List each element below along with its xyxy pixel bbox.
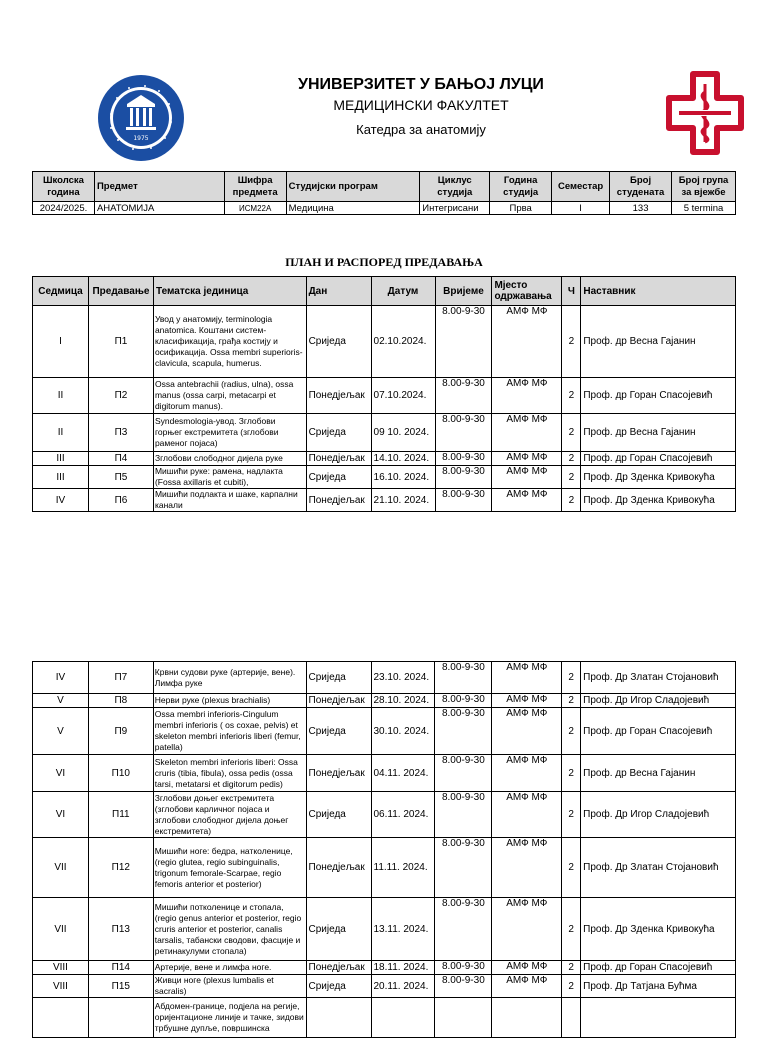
schedule-row — [33, 414, 736, 452]
course-info-table — [32, 171, 736, 215]
time-cell: 8.00-9-30 — [435, 838, 492, 898]
topic-cell: Зглобови доњег екстремитета (зглобови карличног појаса и зглобови слободног дијела доњег екстремитета) — [153, 792, 306, 838]
schedule-header-row — [33, 277, 736, 306]
schedule-header-cell: Ч — [562, 277, 581, 306]
lecture-cell: П4 — [88, 452, 153, 466]
hours-cell: 2 — [562, 755, 581, 792]
lecture-cell: П6 — [88, 489, 153, 512]
topic-cell: Живци ноге (plexus lumbalis et sacralis) — [153, 975, 306, 998]
date-cell: 04.11. 2024. — [371, 755, 435, 792]
plan-title: ПЛАН И РАСПОРЕД ПРЕДАВАЊА — [285, 255, 483, 269]
day-cell: Понедјељак — [306, 694, 371, 708]
week-cell: VI — [33, 755, 89, 792]
week-cell: VIII — [33, 961, 89, 975]
lecture-cell: П15 — [88, 975, 153, 998]
info-header-cell: Школска година — [33, 172, 95, 202]
topic-cell: Ossa antebrachii (radius, ulna), ossa manus (ossa carpi, metacarpi et digitorum manus). — [153, 378, 306, 414]
info-cell: Медицина — [286, 202, 420, 215]
time-cell: 8.00-9-30 — [435, 452, 492, 466]
week-cell: III — [33, 452, 89, 466]
place-cell: АМФ МФ — [492, 414, 562, 452]
time-cell: 8.00-9-30 — [435, 961, 492, 975]
schedule-row — [33, 489, 736, 512]
info-header-cell: Циклус студија — [420, 172, 490, 202]
date-cell — [371, 998, 435, 1038]
lecture-cell — [88, 998, 153, 1038]
info-header-cell: Шифра предмета — [224, 172, 286, 202]
lecture-cell: П10 — [88, 755, 153, 792]
info-cell: 5 termina — [672, 202, 736, 215]
schedule-header-cell: Дан — [306, 277, 371, 306]
document-header — [0, 60, 768, 160]
teacher-cell: Проф. др Горан Спасојевић — [581, 708, 736, 755]
place-cell: АМФ МФ — [492, 975, 562, 998]
schedule-row — [33, 961, 736, 975]
university-name: УНИВЕРЗИТЕТ У БАЊОЈ ЛУЦИ — [298, 76, 544, 93]
info-header-cell: Предмет — [94, 172, 224, 202]
schedule-row — [33, 838, 736, 898]
topic-cell: Мишићи руке: рамена, надлакта (Fossa axillaris et cubiti), — [153, 466, 306, 489]
time-cell: 8.00-9-30 — [435, 306, 492, 378]
week-cell: VII — [33, 838, 89, 898]
place-cell: АМФ МФ — [492, 306, 562, 378]
hours-cell — [562, 998, 581, 1038]
place-cell: АМФ МФ — [492, 694, 562, 708]
time-cell: 8.00-9-30 — [435, 694, 492, 708]
day-cell: Сриједа — [306, 792, 371, 838]
topic-cell: Ossa membri inferioris-Cingulum membri inferioris ( os coxae, pelvis) et skeleton membri inferioris liberi (femur, patella) — [153, 708, 306, 755]
topic-cell: Увод у анатомију, terminologia anatomica. Коштани систем-класификација, грађа костију и осификација. Ossa membri superioris-clavicula, scapula, humerus. — [153, 306, 306, 378]
info-cell: 133 — [610, 202, 672, 215]
week-cell: VII — [33, 898, 89, 961]
week-cell: VIII — [33, 975, 89, 998]
teacher-cell: Проф. Др Игор Сладојевић — [581, 694, 736, 708]
schedule-row — [33, 898, 736, 961]
lecture-cell: П8 — [88, 694, 153, 708]
faculty-name: МЕДИЦИНСКИ ФАКУЛТЕТ — [333, 97, 509, 113]
week-cell: IV — [33, 662, 89, 694]
hours-cell: 2 — [562, 792, 581, 838]
teacher-cell: Проф. др Горан Спасојевић — [581, 452, 736, 466]
schedule-header-cell: Мјесто одржавања — [492, 277, 562, 306]
schedule-row — [33, 998, 736, 1038]
topic-cell: Артерије, вене и лимфа ноге. — [153, 961, 306, 975]
lecture-cell: П9 — [88, 708, 153, 755]
date-cell: 23.10. 2024. — [371, 662, 435, 694]
info-cell: Прва — [490, 202, 552, 215]
lecture-cell: П7 — [88, 662, 153, 694]
place-cell: АМФ МФ — [492, 755, 562, 792]
topic-cell: Syndesmologia-увод. Зглобови горњег екстремитета (зглобови раменог појаса) — [153, 414, 306, 452]
teacher-cell: Проф. др Весна Гајанин — [581, 414, 736, 452]
svg-text:1975: 1975 — [133, 135, 149, 142]
week-cell: VI — [33, 792, 89, 838]
hours-cell: 2 — [562, 838, 581, 898]
info-header-row — [33, 172, 736, 202]
date-cell: 14.10. 2024. — [371, 452, 435, 466]
topic-cell: Абдомен-границе, подјела на регије, оријентационе линије и тачке, зидови трбушне дупље, површинска — [153, 998, 306, 1038]
teacher-cell: Проф. Др Зденка Кривокућа — [581, 466, 736, 489]
info-header-cell: Број група за вјежбе — [672, 172, 736, 202]
date-cell: 13.11. 2024. — [371, 898, 435, 961]
topic-cell: Мишићи ноге: бедра, натколенице, (regio glutea, regio subinguinalis, trigonum femorale-Scarpae, regio femoris anterior et posterior) — [153, 838, 306, 898]
day-cell: Сриједа — [306, 708, 371, 755]
day-cell: Понедјељак — [306, 755, 371, 792]
teacher-cell: Проф. Др Зденка Кривокућа — [581, 489, 736, 512]
place-cell — [492, 998, 562, 1038]
date-cell: 28.10. 2024. — [371, 694, 435, 708]
date-cell: 06.11. 2024. — [371, 792, 435, 838]
lecture-cell: П3 — [88, 414, 153, 452]
date-cell: 16.10. 2024. — [371, 466, 435, 489]
topic-cell: Крвни судови руке (артерије, вене). Лимфа руке — [153, 662, 306, 694]
hours-cell: 2 — [562, 489, 581, 512]
medical-faculty-cross-logo — [665, 70, 745, 156]
hours-cell: 2 — [562, 975, 581, 998]
hours-cell: 2 — [562, 662, 581, 694]
lecture-cell: П12 — [88, 838, 153, 898]
schedule-row — [33, 792, 736, 838]
topic-cell: Нерви руке (plexus brachialis) — [153, 694, 306, 708]
week-cell: IV — [33, 489, 89, 512]
date-cell: 18.11. 2024. — [371, 961, 435, 975]
week-cell — [33, 998, 89, 1038]
time-cell: 8.00-9-30 — [435, 414, 492, 452]
hours-cell: 2 — [562, 961, 581, 975]
date-cell: 07.10.2024. — [371, 378, 435, 414]
week-cell: II — [33, 378, 89, 414]
schedule-header-cell: Датум — [371, 277, 435, 306]
place-cell: АМФ МФ — [492, 662, 562, 694]
info-header-cell: Семестар — [552, 172, 610, 202]
lecture-cell: П11 — [88, 792, 153, 838]
date-cell: 09 10. 2024. — [371, 414, 435, 452]
hours-cell: 2 — [562, 306, 581, 378]
university-seal-logo — [97, 74, 185, 162]
info-header-cell: Број студената — [610, 172, 672, 202]
info-header-cell: Студијски програм — [286, 172, 420, 202]
info-cell: 2024/2025. — [33, 202, 95, 215]
teacher-cell: Проф. Др Игор Сладојевић — [581, 792, 736, 838]
teacher-cell — [581, 998, 736, 1038]
week-cell: II — [33, 414, 89, 452]
hours-cell: 2 — [562, 378, 581, 414]
day-cell: Сриједа — [306, 414, 371, 452]
time-cell: 8.00-9-30 — [435, 898, 492, 961]
teacher-cell: Проф. Др Зденка Кривокућа — [581, 898, 736, 961]
schedule-header-cell: Наставник — [581, 277, 736, 306]
time-cell: 8.00-9-30 — [435, 466, 492, 489]
time-cell: 8.00-9-30 — [435, 708, 492, 755]
week-cell: III — [33, 466, 89, 489]
hours-cell: 2 — [562, 414, 581, 452]
teacher-cell: Проф. др Горан Спасојевић — [581, 378, 736, 414]
lecture-cell: П5 — [88, 466, 153, 489]
place-cell: АМФ МФ — [492, 961, 562, 975]
place-cell: АМФ МФ — [492, 708, 562, 755]
day-cell: Сриједа — [306, 466, 371, 489]
date-cell: 20.11. 2024. — [371, 975, 435, 998]
hours-cell: 2 — [562, 694, 581, 708]
date-cell: 02.10.2024. — [371, 306, 435, 378]
schedule-row — [33, 306, 736, 378]
day-cell: Понедјељак — [306, 489, 371, 512]
week-cell: V — [33, 694, 89, 708]
schedule-row — [33, 452, 736, 466]
schedule-row — [33, 975, 736, 998]
day-cell: Сриједа — [306, 662, 371, 694]
schedule-row — [33, 755, 736, 792]
info-header-cell: Година студија — [490, 172, 552, 202]
time-cell: 8.00-9-30 — [435, 489, 492, 512]
schedule-row — [33, 378, 736, 414]
topic-cell: Мишићи подлакта и шаке, карпални канали — [153, 489, 306, 512]
date-cell: 21.10. 2024. — [371, 489, 435, 512]
time-cell: 8.00-9-30 — [435, 975, 492, 998]
schedule-row — [33, 662, 736, 694]
info-cell: I — [552, 202, 610, 215]
lecture-cell: П14 — [88, 961, 153, 975]
place-cell: АМФ МФ — [492, 792, 562, 838]
schedule-row — [33, 466, 736, 489]
place-cell: АМФ МФ — [492, 466, 562, 489]
topic-cell: Мишићи потколенице и стопала, (regio genus anterior et posterior, regio cruris anterior et posterior, canalis tarsalis, табански сводови, фасције и ретинакулуми стопала) — [153, 898, 306, 961]
time-cell: 8.00-9-30 — [435, 792, 492, 838]
info-cell: АНАТОМИЈА — [94, 202, 224, 215]
schedule-table-page1 — [32, 276, 736, 512]
teacher-cell: Проф. др Горан Спасојевић — [581, 961, 736, 975]
lecture-cell: П13 — [88, 898, 153, 961]
teacher-cell: Проф. др Весна Гајанин — [581, 755, 736, 792]
schedule-header-cell: Вријеме — [435, 277, 492, 306]
day-cell: Понедјељак — [306, 838, 371, 898]
place-cell: АМФ МФ — [492, 489, 562, 512]
day-cell: Понедјељак — [306, 452, 371, 466]
day-cell: Сриједа — [306, 975, 371, 998]
week-cell: I — [33, 306, 89, 378]
day-cell: Понедјељак — [306, 378, 371, 414]
place-cell: АМФ МФ — [492, 378, 562, 414]
time-cell: 8.00-9-30 — [435, 378, 492, 414]
place-cell: АМФ МФ — [492, 838, 562, 898]
week-cell: V — [33, 708, 89, 755]
time-cell — [435, 998, 492, 1038]
date-cell: 30.10. 2024. — [371, 708, 435, 755]
time-cell: 8.00-9-30 — [435, 755, 492, 792]
schedule-table-page2 — [32, 661, 736, 1038]
day-cell: Сриједа — [306, 898, 371, 961]
hours-cell: 2 — [562, 708, 581, 755]
hours-cell: 2 — [562, 898, 581, 961]
schedule-header-cell: Тематска јединица — [153, 277, 306, 306]
teacher-cell: Проф. Др Татјана Бућма — [581, 975, 736, 998]
info-cell: ИСМ22А — [224, 202, 286, 215]
schedule-row — [33, 694, 736, 708]
topic-cell: Зглобови слободног дијела руке — [153, 452, 306, 466]
schedule-row — [33, 708, 736, 755]
day-cell: Сриједа — [306, 306, 371, 378]
department-name: Катедра за анатомију — [356, 122, 486, 137]
lecture-cell: П2 — [88, 378, 153, 414]
lecture-cell: П1 — [88, 306, 153, 378]
place-cell: АМФ МФ — [492, 898, 562, 961]
date-cell: 11.11. 2024. — [371, 838, 435, 898]
teacher-cell: Проф. Др Златан Стојановић — [581, 838, 736, 898]
teacher-cell: Проф. др Весна Гајанин — [581, 306, 736, 378]
time-cell: 8.00-9-30 — [435, 662, 492, 694]
topic-cell: Skeleton membri inferioris liberi: Ossa cruris (tibia, fibula), ossa pedis (ossa tarsi, metatarsi et digitorum pedis) — [153, 755, 306, 792]
hours-cell: 2 — [562, 452, 581, 466]
schedule-header-cell: Предавање — [88, 277, 153, 306]
info-cell: Интегрисани — [420, 202, 490, 215]
info-data-row — [33, 202, 736, 215]
hours-cell: 2 — [562, 466, 581, 489]
place-cell: АМФ МФ — [492, 452, 562, 466]
day-cell: Понедјељак — [306, 961, 371, 975]
teacher-cell: Проф. Др Златан Стојановић — [581, 662, 736, 694]
day-cell — [306, 998, 371, 1038]
schedule-header-cell: Седмица — [33, 277, 89, 306]
